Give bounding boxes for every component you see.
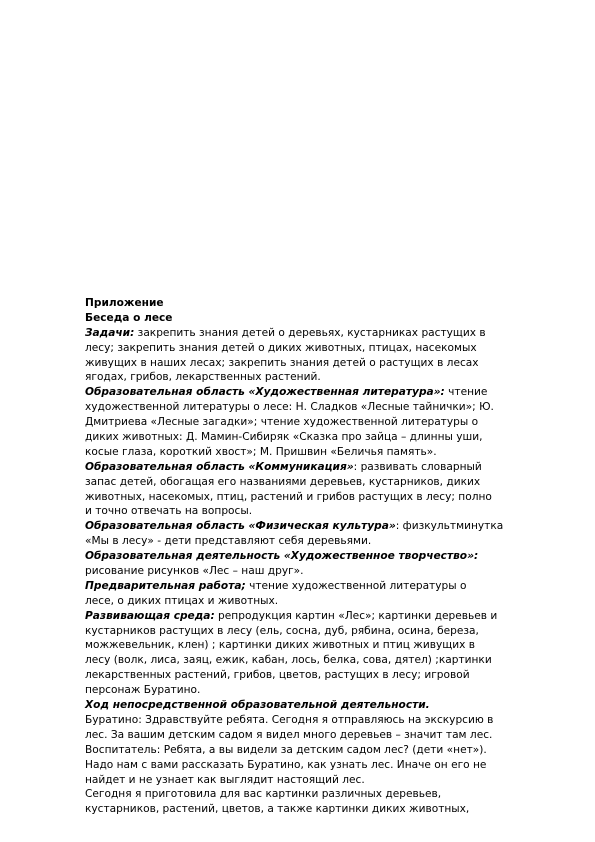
text-run: персонаж Буратино. — [85, 684, 201, 697]
text-line — [85, 787, 555, 802]
text-line — [85, 698, 555, 713]
text-line — [85, 326, 555, 341]
text-line — [85, 460, 555, 475]
text-line — [85, 713, 555, 728]
text-line — [85, 445, 555, 460]
text-line — [85, 504, 555, 519]
section-heading: Предварительная работа; — [85, 579, 246, 592]
text-line — [85, 564, 555, 579]
document-title: Приложение — [85, 297, 164, 309]
document-body — [85, 296, 555, 817]
text-line — [85, 519, 555, 534]
text-run: диких животных: Д. Мамин-Сибиряк «Сказка про зайца – длинны уши, — [85, 431, 483, 444]
section-heading: Ход непосредственной образовательной деятельности. — [85, 699, 430, 712]
text-line — [85, 668, 555, 683]
text-run: и точно отвечать на вопросы. — [85, 505, 253, 518]
text-run: художественной литературы о лесе: Н. Сладков «Лесные тайнички»; Ю. — [85, 401, 494, 414]
text-run: закрепить знания детей о деревьях, кустарниках растущих в — [134, 326, 486, 339]
text-line — [85, 385, 555, 400]
text-run: живущих в наших лесах; закрепить знания детей о растущих в лесах — [85, 356, 479, 369]
text-run: «Мы в лесу» - дети представляют себя деревьями. — [85, 535, 372, 548]
text-run: : развивать словарный — [353, 460, 482, 473]
section-heading: Образовательная область «Физическая культура» — [85, 520, 396, 533]
section-heading: Образовательная область «Коммуникация» — [85, 460, 354, 473]
text-line — [85, 549, 555, 564]
text-run: лекарственных растений, грибов, цветов, растущих в лесу; игровой — [85, 669, 470, 682]
text-run: чтение — [444, 386, 488, 399]
text-line — [85, 653, 555, 668]
document-subtitle: Беседа о лесе — [85, 311, 173, 324]
text-line — [85, 758, 555, 773]
section-heading: Задачи: — [85, 326, 135, 339]
text-run: косые глаза, короткий хвост»; М. Пришвин «Беличья память». — [85, 445, 437, 458]
text-line — [85, 370, 555, 385]
text-run: чтение художественной литературы о — [245, 579, 467, 592]
text-line — [85, 430, 555, 445]
text-line — [85, 683, 555, 698]
text-run: кустарников растущих в лесу (ель, сосна, дуб, рябина, осина, береза, — [85, 624, 479, 637]
text-line — [85, 415, 555, 430]
text-run: репродукция картин «Лес»; картинки деревьев и — [214, 609, 498, 622]
section-heading: Развивающая среда: — [85, 609, 215, 622]
text-line — [85, 638, 555, 653]
text-run: рисование рисунков «Лес – наш друг». — [85, 565, 304, 578]
text-run: лесе, о диких птицах и животных. — [85, 594, 279, 607]
text-run: Буратино: Здравствуйте ребята. Сегодня я отправляюсь на экскурсию в — [85, 713, 494, 726]
text-line — [85, 579, 555, 594]
text-line — [85, 475, 555, 490]
section-heading: Образовательная деятельность «Художественное творчество»: — [85, 550, 479, 563]
text-run: лесу; закрепить знания детей о диких животных, птицах, насекомых — [85, 341, 477, 354]
text-run: запас детей, обогащая его названиями деревьев, кустарников, диких — [85, 475, 481, 488]
document-text — [85, 326, 555, 817]
text-run: Сегодня я приготовила для вас картинки различных деревьев, — [85, 788, 442, 801]
text-run: кустарников, растений, цветов, а также картинки диких животных, — [85, 803, 470, 816]
text-run: животных, насекомых, птиц, растений и грибов растущих в лесу; полно — [85, 490, 492, 503]
text-line — [85, 743, 555, 758]
text-run: можжевельник, клен) ; картинки диких животных и птиц живущих в — [85, 639, 475, 652]
text-run: найдет и не узнает как выглядит настоящий лес. — [85, 773, 365, 786]
text-line — [85, 534, 555, 549]
text-line — [85, 594, 555, 609]
text-line — [85, 490, 555, 505]
text-run: Воспитатель: Ребята, а вы видели за детским садом лес? (дети «нет»). — [85, 743, 487, 756]
section-heading: Образовательная область «Художественная литература»: — [85, 386, 445, 399]
text-line — [85, 773, 555, 788]
text-run: Дмитриева «Лесные загадки»; чтение художественной литературы о — [85, 416, 479, 429]
text-line — [85, 341, 555, 356]
text-run: лес. За вашим детским садом я видел много деревьев – значит там лес. — [85, 728, 493, 741]
text-run: Надо нам с вами рассказать Буратино, как узнать лес. Иначе он его не — [85, 758, 487, 771]
text-run: ягодах, грибов, лекарственных растений. — [85, 371, 321, 384]
text-line — [85, 624, 555, 639]
text-line — [85, 356, 555, 371]
text-line — [85, 802, 555, 817]
text-run: лесу (волк, лиса, заяц, ежик, кабан, лось, белка, сова, дятел) ;картинки — [85, 654, 492, 667]
text-run: : физкультминутка — [395, 520, 504, 533]
text-line — [85, 728, 555, 743]
text-line — [85, 400, 555, 415]
text-line — [85, 609, 555, 624]
